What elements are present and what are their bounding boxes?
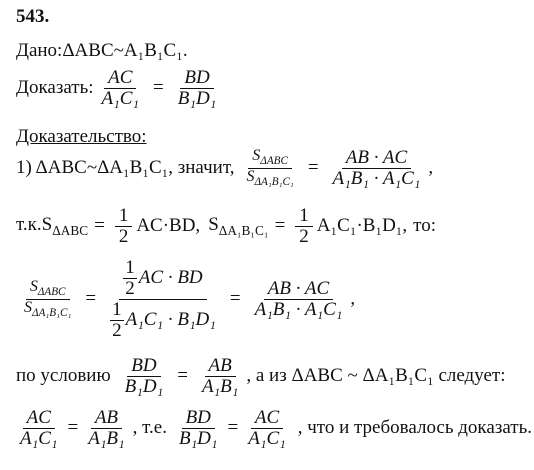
step4-f1-num: BD [127, 356, 160, 377]
step4-f1-den: B₁D₁ [124, 375, 164, 397]
step4-eq: = [177, 365, 188, 387]
step1-tail: , [428, 157, 434, 179]
step5-f2-num: AB [91, 408, 122, 429]
step2-expr2: A₁C₁·B₁D₁, [316, 215, 408, 237]
step1-rhs-fraction [329, 148, 425, 189]
step5-tail: , что и требовалось доказать. [297, 417, 532, 439]
prove-rhs-den: B₁D₁ [177, 87, 217, 109]
step1-eq: = [307, 157, 319, 179]
step4-tail: , а из ΔABC ~ ΔA₁B₁C₁ следует: [246, 365, 506, 387]
step5-f1-den: A₁C₁ [20, 427, 58, 449]
step5-fraction-3 [175, 408, 222, 449]
step1-text: 1) ΔABC~ΔA₁B₁C₁, значит, [16, 157, 235, 179]
given-label: Дано: [16, 40, 63, 61]
proof-step-5 [16, 407, 532, 449]
step5-f4-num: AC [251, 408, 283, 429]
given-line [16, 40, 526, 62]
step3-area-den: $S_{\Delta A_1B_1C_1}$ [24, 298, 72, 320]
proof-heading-text: Доказательство: [16, 126, 147, 147]
step2-expr1: AC·BD, [136, 215, 201, 237]
step4-f2-den: A₁B₁ [201, 375, 239, 397]
step4-fraction-1 [121, 356, 168, 397]
step1-area-num: $S_{\Delta ABC}$ [248, 148, 292, 169]
prove-rhs-num: BD [180, 68, 213, 89]
step2-half-2-num: 1 [295, 206, 313, 227]
proof-step-3 [16, 258, 526, 341]
step5-f2-den: A₁B₁ [88, 427, 125, 449]
proof-step-4 [16, 356, 526, 397]
problem-number [16, 6, 526, 28]
prove-lhs-den: A₁C₁ [101, 87, 140, 109]
step1-area-den: $S_{\Delta A_1B_1C_1}$ [246, 167, 294, 189]
step5-fraction-2 [84, 408, 128, 449]
step2-eq2: = [274, 215, 286, 237]
step4-fraction-2 [198, 356, 242, 397]
step5-eq2: = [227, 417, 239, 439]
step2-s2: $S_{\Delta A_1B_1C_1}$ [208, 214, 269, 238]
step4-f2-num: AB [205, 356, 236, 377]
step1-rhs-num: AB · AC [342, 148, 411, 169]
step5-f1-num: AC [23, 408, 55, 429]
prove-label: Доказать: [16, 77, 94, 99]
step5-f3-den: B₁D₁ [178, 427, 218, 449]
step3-area-ratio [20, 279, 75, 320]
step2-prefix: $т.к.S_{\Delta ABC}$ [16, 214, 89, 238]
prove-lhs-num: AC [104, 68, 136, 89]
step3-rhs-den: A₁B₁ · A₁C₁ [254, 298, 343, 320]
step3-tail: , [350, 288, 356, 310]
step5-f3-num: BD [182, 408, 215, 429]
step2-half-2-den: 2 [299, 225, 309, 247]
step4-prefix: по условию [16, 365, 111, 387]
proof-step-1 [16, 148, 526, 189]
step2-eq1: = [94, 215, 105, 237]
step3-rhs-fraction [251, 279, 347, 320]
proof-heading [16, 126, 526, 148]
prove-line [16, 68, 526, 109]
step2-half-1-den: 2 [118, 225, 129, 247]
proof-step-2 [16, 206, 526, 247]
step3-compound-den: $\frac{1}{2}$ A₁C₁ · B₁D₁ [112, 298, 216, 341]
given-expr: ΔABC~A₁B₁C₁. [62, 40, 188, 61]
prove-eq: = [153, 77, 164, 99]
step3-rhs-num: AB · AC [264, 279, 333, 300]
step5-f4-den: A₁C₁ [248, 427, 286, 449]
step2-half-1 [115, 206, 133, 247]
step1-rhs-den: A₁B₁ · A₁C₁ [332, 167, 421, 189]
step3-eq2: = [229, 288, 241, 310]
step2-tail: то: [413, 215, 437, 237]
step3-eq1: = [85, 288, 97, 310]
step1-area-ratio [242, 148, 297, 189]
prove-lhs-fraction [98, 68, 144, 109]
step5-fraction-4 [244, 408, 290, 449]
step5-fraction-1 [16, 408, 62, 449]
prove-rhs-fraction [174, 68, 221, 109]
step3-area-num: $S_{\Delta ABC}$ [26, 279, 70, 300]
step3-compound-num: $\frac{1}{2}$ AC · BD [119, 258, 206, 300]
step3-compound-fraction [106, 258, 220, 341]
step5-mid: , т.е. [132, 417, 167, 439]
step2-half-2 [295, 206, 313, 247]
problem-number-text: 543. [16, 6, 50, 27]
step5-eq1: = [67, 417, 79, 439]
step2-half-1-num: 1 [115, 206, 133, 227]
